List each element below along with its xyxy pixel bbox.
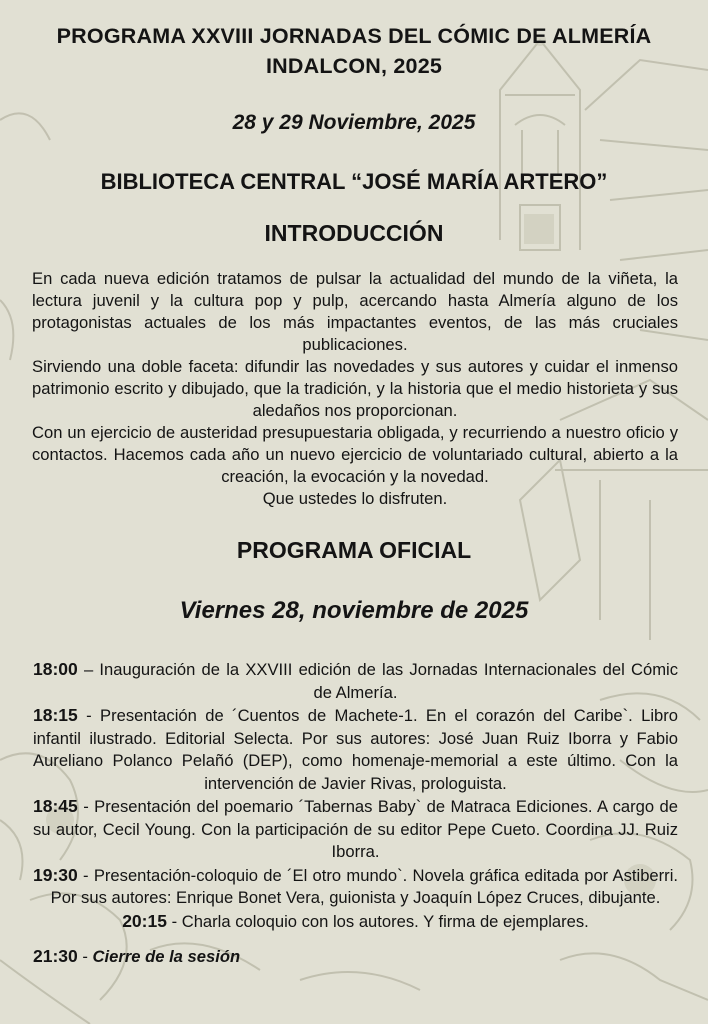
schedule-item [33, 910, 678, 934]
schedule-separator: – [77, 660, 100, 679]
page-title [0, 21, 708, 81]
schedule-time: 19:30 [33, 864, 78, 885]
intro-paragraph: Sirviendo una doble faceta: difundir las novedades y sus autores y cuidar el inmenso patrimonio escrito y dibujado, que la tradición, y la historia que el medio historieta y sus aledaños nos proporcionan. [32, 357, 678, 420]
title-line-2: INDALCON, 2025 [265, 54, 443, 78]
schedule-time: 18:15 [33, 705, 78, 725]
intro-text [32, 268, 678, 510]
schedule-list [33, 658, 678, 969]
schedule-description: Presentación de ´Cuentos de Machete-1. En el corazón del Caribe`. Libro infantil ilustrado. Editorial Selecta. Por sus autores: José Juan Ruiz Iborra y Fabio Aureliano Polanco Pelañó (DEP), como homenaje-memorial a este último. Con la intervención de Javier Rivas, prologuista. [33, 706, 678, 793]
schedule-separator: - [77, 947, 93, 966]
title-line-1: PROGRAMA XXVIII JORNADAS DEL CÓMIC DE ALMERÍA [56, 24, 652, 48]
program-heading: PROGRAMA OFICIAL [236, 537, 472, 563]
intro-heading: INTRODUCCIÓN [264, 220, 444, 246]
schedule-description: Presentación del poemario ´Tabernas Baby` de Matraca Ediciones. A cargo de su autor, Cecil Young. Con la participación de su editor Pepe Cueto. Coordina JJ. Ruiz Iborra. [33, 797, 679, 861]
schedule-time: 18:45 [33, 796, 78, 816]
intro-paragraph: En cada nueva edición tratamos de pulsar la actualidad del mundo de la viñeta, la lectura juvenil y la cultura pop y pulp, acercando hasta Almería alguno de los protagonistas actuales de los más impactantes eventos, de las más cruciales publicaciones. [32, 269, 678, 354]
program-day: Viernes 28, noviembre de 2025 [179, 597, 529, 624]
schedule-time: 20:15 [122, 910, 167, 931]
schedule-time: 18:00 [33, 659, 78, 679]
schedule-item [33, 795, 678, 864]
schedule-separator: - [77, 797, 95, 816]
schedule-description: Cierre de la sesión [92, 947, 241, 966]
intro-paragraph: Que ustedes lo disfruten. [262, 489, 448, 508]
schedule-time: 21:30 [33, 946, 78, 966]
schedule-separator: - [166, 911, 182, 931]
schedule-description: Presentación-coloquio de ´El otro mundo`. Novela gráfica editada por Astiberri. Por sus autores: Enrique Bonet Vera, guionista y Joaquín López Cruces, dibujante. [50, 865, 679, 907]
schedule-item [33, 658, 678, 704]
schedule-separator: - [77, 706, 101, 725]
schedule-item-closing [33, 945, 678, 969]
schedule-description: Charla coloquio con los autores. Y firma de ejemplares. [181, 911, 589, 931]
schedule-separator: - [77, 865, 94, 885]
schedule-description: Inauguración de la XXVIII edición de las Jornadas Internacionales del Cómic de Almería. [99, 660, 678, 702]
event-venue: BIBLIOTECA CENTRAL “JOSÉ MARÍA ARTERO” [100, 169, 608, 194]
schedule-item [33, 704, 678, 795]
intro-paragraph: Con un ejercicio de austeridad presupuestaria obligada, y recurriendo a nuestro oficio y contactos. Hacemos cada año un nuevo ejercicio de voluntariado cultural, abierto a la creación, la evocación y la novedad. [32, 423, 678, 486]
event-dates: 28 y 29 Noviembre, 2025 [232, 111, 476, 134]
schedule-item [33, 864, 678, 910]
